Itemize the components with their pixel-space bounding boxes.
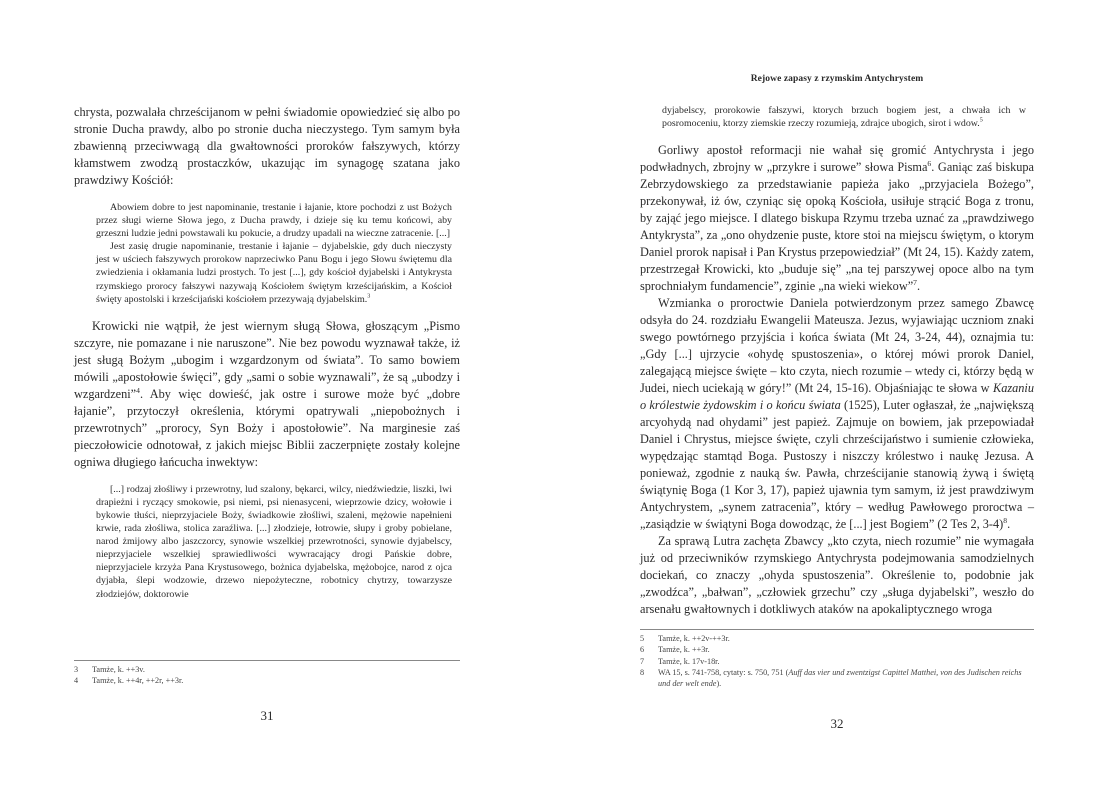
page-number: 32 [830, 716, 844, 731]
page-number: 31 [260, 708, 274, 723]
footnote-ref: 5 [979, 117, 983, 124]
footnote-ref: 6 [927, 159, 932, 169]
paragraph: Wzmianka o proroctwie Daniela potwierdzonym przez samego Zbawcę odsyła do 24. rozdziału Ewangelii Mateusza. Jezus, wyjawiając uczniom znaki swego powtórnego przyjścia i końca świata (Mt 24, 3-24, 44), oznajmia tu: „Gdy [...] ujrzycie «ohydę spustoszenia», o której mówi prorok Daniel, zalegającą miejsce święte – kto czyta, niech rozumie – wtedy ci, którzy będą w Judei, niech uciekają w góry!” (Mt 24, 15-16). Objaśniając te słowa w Kazaniu o królestwie żydowskim i o końcu świata (1525), Luter ogłaszał, że „największą arcyohydą nad ohydami” jest papież. Zajmuje on bowiem, jak przepowiadał Daniel i Chrystus, miejsce święte, czyli chrześcijaństwo i sumienie człowieka, wypędzając stamtąd Boga. Pustoszy i niszczy królestwo i naukę Jezusa. A ponieważ, zgodnie z nauką św. Pawła, chrześcijanie stanowią żywą i świętą świątynię Boga (1 Kor 3, 17), papież ujawnia tym samym, iż jest prawdziwym Antychrystem, „synem zatracenia”, który – według Pawłowego proroctwa – „zasiądzie w świątyni Boga dowodząc, że [...] jest Bogiem” (2 Tes 2, 3-4)$^8$. [640, 296, 1034, 532]
footnote: 3 Tamże, k. ++3v. [74, 665, 145, 674]
right-page [640, 0, 1034, 788]
running-head: Rejowe zapasy z rzymskim Antychrystem [750, 74, 924, 84]
footnote-ref: 8 [1003, 516, 1008, 526]
footnote-ref: 7 [913, 278, 917, 288]
left-page [74, 0, 460, 788]
block-quote [96, 483, 452, 601]
footnote: 4 Tamże, k. ++4r, ++2r, ++3r. [74, 676, 184, 686]
paragraph: Krowicki nie wątpił, że jest wiernym sługą Słowa, głoszącym „Pismo szczyre, nie pomazane i nie naruszone”. Nie bez powodu wyznawał także, iż jest sługą Bożym „ubogim i wzgardzonym od świata”. To samo bowiem mówili „apostołowie święci”, gdy „sami o sobie wyznawali”, że są „ubodzy i wzgardzeni”$^4$. Aby więc dowieść, jak ostre i surowe może być „dobre łajanie”, przytoczył określenia, którymi opatrywali „niepobożnych i przewrotnych” „prorocy, Syn Boży i apostołowie”. Na marginesie zaś pieczołowicie odnotował, z jakich miejsc Biblii zaczerpnięte zostały kolejne ogniwa długiego łańcucha inwektyw: [74, 318, 460, 469]
quote-paragraph: dyjabelscy, prorokowie fałszywi, ktorych brzuch bogiem jest, a chwała ich w posromoceniu, ktorzy ziemskie rzeczy rozumieją, zdrajce ubogich, sirot i wdow.$^5$ [662, 105, 1026, 130]
footnotes [74, 660, 460, 687]
paragraph: Za sprawą Lutra zachęta Zbawcy „kto czyta, niech rozumie” nie wymagała już od przeciwników rzymskiego Antychrysta podejmowania samodzielnych dociekań, co znaczy „ohyda spustoszenia”. Określenie to, podobnie jak „zwodźca”, „bałwan”, „człowiek grzechu” czy „sługa dyjabelski”, weszło do arsenału gwałtownych i dotkliwych ataków na apokaliptycznego wroga [640, 534, 1034, 617]
block-quote [662, 104, 1026, 130]
paragraph: Gorliwy apostoł reformacji nie wahał się gromić Antychrysta i jego podwładnych, zbrojny w „przykre i surowe” słowa Pisma$^6$. Ganiąc zaś biskupa Zebrzydowskiego za przedstawianie papieża jako „przyjaciela Bożego”, przekonywał, iż ów, czyniąc się opoką Kościoła, usiłuje strącić Boga z tronu, by zająć jego miejsce. I dlatego biskupa Rzymu trzeba uznać za „prawdziwego Antykrysta”, za „ono ohydzenie puste, ktore stoi na miejscu świętym, o ktorym Daniel prorok napisał i Pan Krystus przepowiedział” (Mt 24, 15). Każdy zatem, przestrzegał Krowicki, kto „buduje się” „na tej parszywej opoce albo na tym sprochniałym fundamencie”, zginie „na wieki wiekow”$^7$. [640, 143, 1034, 294]
quote-paragraph: Abowiem dobre to jest napominanie, trestanie i łajanie, ktore pochodzi z ust Bożych przez sługi wierne Słowa jego, z Ducha prawdy, i dzieje się ku temu końcowi, aby grzeszni ludzie jedni powstawali ku pokucie, a drudzy upadali na wieczne zatracenie. [...] [96, 202, 452, 240]
footnote-ref: 4 [136, 385, 140, 395]
footnote: 7 Tamże, k. 17v-18r. [640, 656, 720, 666]
footnote: 5 Tamże, k. ++2v-++3r. [640, 634, 730, 643]
footnote-ref: 3 [367, 293, 371, 300]
left-body [74, 104, 460, 613]
right-body [640, 104, 1034, 618]
footnotes [640, 629, 1034, 689]
quote-paragraph: [...] rodzaj złośliwy i przewrotny, lud szalony, bękarci, wilcy, niedźwiedzie, liszki, lwi drapieżni i ryczący smokowie, psi niemi, psi nienasyceni, wieprzowie dzicy, wołowie i bykowie tłuści, nieprzyjaciele Boży, świadkowie złośliwi, szaleni, mężowie napełnieni krwie, rada złośliwa, stolica zaraźliwa. [...] złodzieje, łotrowie, słupy i groby pobielane, narod żmijowy albo jaszczorcy, synowie wszelkiej przewrotności, synowie dyjabelscy, nieprzyjaciele wszelkiej sprawiedliwości wywracający drogi Pańskie dobre, nieprzyjaciele krzyża Pana Krystusowego, bożnica dyjabelska, mężobojce, narod z ojca dyjabła, ślepi wodzowie, drzewo niepożyteczne, robotnicy chytrzy, towarzysze złodziejów, doktorowie [96, 483, 452, 600]
block-quote [96, 201, 452, 306]
footnote: 8 WA 15, s. 741-758, cytaty: s. 750, 751 (Auff das vier und zwentzigst Capittel Matthei, von des Judischen reichs und der welt ende). [640, 667, 1022, 689]
paragraph: chrysta, pozwalała chrześcijanom w pełni świadomie opowiedzieć się albo po stronie Ducha prawdy, albo po stronie ducha nieczystego. Tym samym była zbawienną przeciwwagą dla gwałtowności proroków fałszywych, którzy kłamstwem zwodzą prostaczków, ukazując im synagogę szatana jako prawdziwy Kościół: [74, 105, 460, 187]
quote-paragraph: Jest zasię drugie napominanie, trestanie i łajanie – dyjabelskie, gdy duch nieczysty jest w uściech fałszywych prorokow naprzeciwko Panu Bogu i jego Słowu świętemu dla zwiedzienia i okłamania ludzi prostych. To jest [...], gdy kościoł dyjabelski i Antykrysta rzymskiego prorocy fałszywi nazywają Kościołem świętym krześcijańskim, a Kościoł święty apostolski i krześcijański kościołem przezywają dyjabelskim.$^3$ [96, 241, 452, 305]
footnote: 6 Tamże, k. ++3r. [640, 645, 710, 655]
